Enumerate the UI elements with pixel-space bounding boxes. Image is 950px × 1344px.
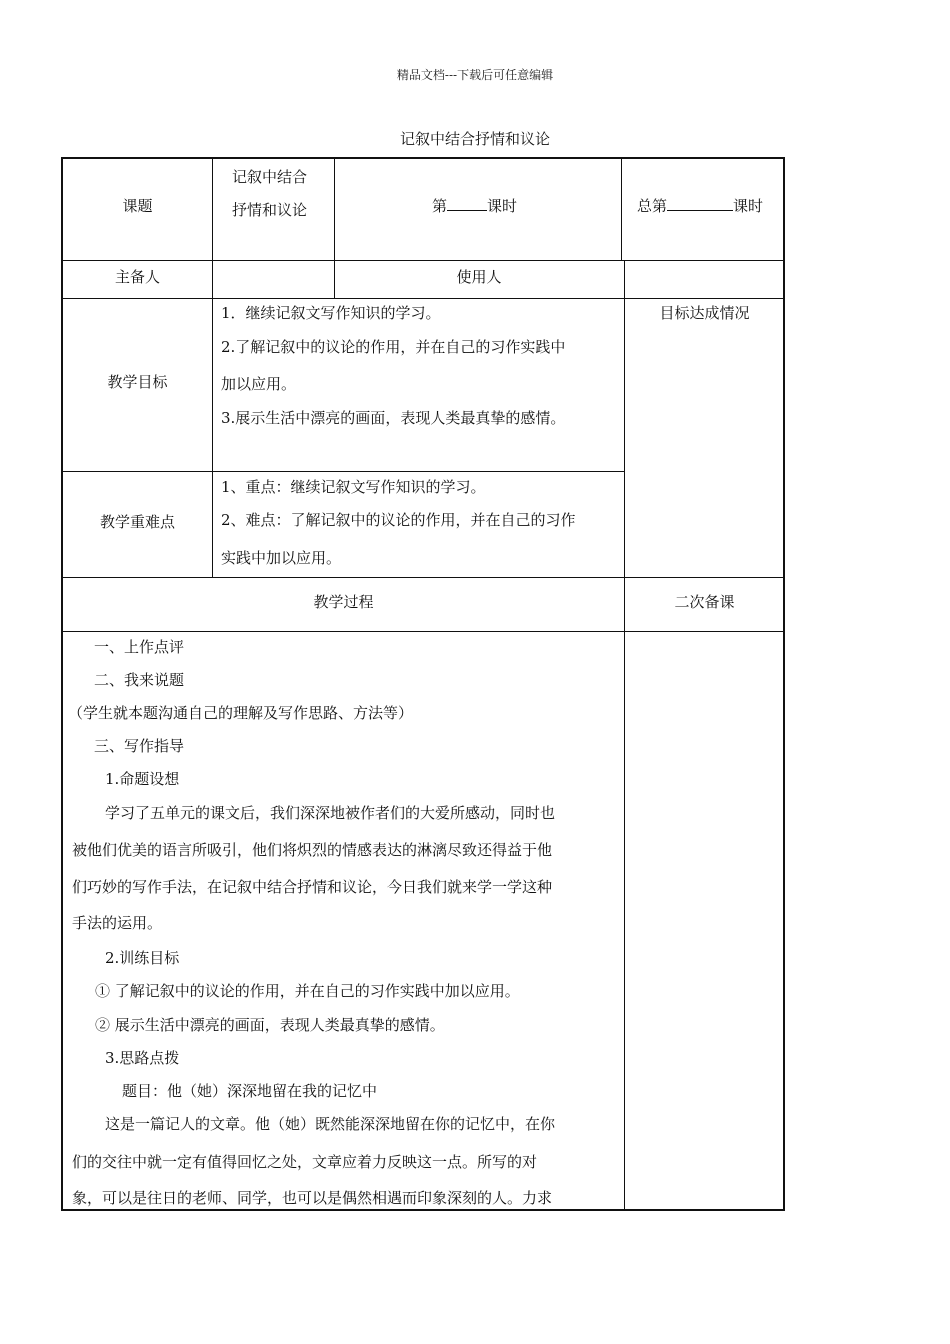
row-divider <box>61 577 785 578</box>
key-point-line: 实践中加以应用。 <box>221 549 342 567</box>
process-line: ① 了解记叙中的议论的作用，并在自己的习作实践中加以应用。 <box>95 982 520 1000</box>
page-header: 精品文档---下载后可任意编辑 <box>396 68 554 82</box>
document-title: 记叙中结合抒情和议论 <box>399 130 550 148</box>
process-line: ② 展示生活中漂亮的画面，表现人类最真挚的感情。 <box>95 1016 445 1034</box>
process-line: 一、上作点评 <box>94 638 185 656</box>
process-line: 象，可以是往日的老师、同学，也可以是偶然相遇而印象深刻的人。力求 <box>72 1189 553 1207</box>
process-line: 2.训练目标 <box>105 949 180 967</box>
process-label: 教学过程 <box>313 593 374 611</box>
second-prep-label: 二次备课 <box>674 593 735 611</box>
goal-line: 2.了解记叙中的议论的作用，并在自己的习作实践中 <box>221 338 566 356</box>
lesson-number-blank <box>447 196 487 211</box>
preparer-label: 主备人 <box>114 268 160 286</box>
topic-label: 课题 <box>122 197 153 215</box>
goal-line: 加以应用。 <box>221 375 297 393</box>
row-divider <box>61 260 785 261</box>
topic-value: 记叙中结合 抒情和议论 <box>232 168 308 219</box>
user-label: 使用人 <box>456 268 502 286</box>
key-points-label: 教学重难点 <box>99 513 175 531</box>
row-divider <box>61 631 785 632</box>
column-divider <box>624 260 625 1211</box>
total-lesson-blank <box>667 196 733 211</box>
process-line: 1.命题设想 <box>105 770 180 788</box>
key-point-line: 1、重点：继续记叙文写作知识的学习。 <box>221 478 486 496</box>
lesson-number: 第 课时 <box>432 197 518 215</box>
goal-status-label: 目标达成情况 <box>659 304 750 322</box>
process-line: 题目：他（她）深深地留在我的记忆中 <box>122 1082 378 1100</box>
total-lesson-number: 总第 课时 <box>637 197 764 215</box>
process-line: 学习了五单元的课文后，我们深深地被作者们的大爱所感动，同时也 <box>105 804 556 822</box>
process-line: 们巧妙的写作手法，在记叙中结合抒情和议论，今日我们就来学一学这种 <box>72 878 553 896</box>
process-line: 被他们优美的语言所吸引，他们将炽烈的情感表达的淋漓尽致还得益于他 <box>72 841 553 859</box>
key-point-line: 2、难点：了解记叙中的议论的作用，并在自己的习作 <box>221 511 576 529</box>
process-line: 们的交往中就一定有值得回忆之处，文章应着力反映这一点。所写的对 <box>72 1153 538 1171</box>
goals-label: 教学目标 <box>107 373 168 391</box>
column-divider <box>212 157 213 577</box>
goal-line: 3.展示生活中漂亮的画面，表现人类最真挚的感情。 <box>221 409 566 427</box>
column-divider <box>621 157 622 260</box>
process-line: 3.思路点拨 <box>105 1049 180 1067</box>
process-line: 三、写作指导 <box>94 737 185 755</box>
row-divider <box>61 298 785 299</box>
goal-line: 1．继续记叙文写作知识的学习。 <box>221 304 441 322</box>
process-line: 手法的运用。 <box>72 914 163 932</box>
process-line: （学生就本题沟通自己的理解及写作思路、方法等） <box>68 704 414 722</box>
row-divider <box>61 471 624 472</box>
process-line: 二、我来说题 <box>94 671 185 689</box>
process-line: 这是一篇记人的文章。他（她）既然能深深地留在你的记忆中，在你 <box>105 1115 556 1133</box>
